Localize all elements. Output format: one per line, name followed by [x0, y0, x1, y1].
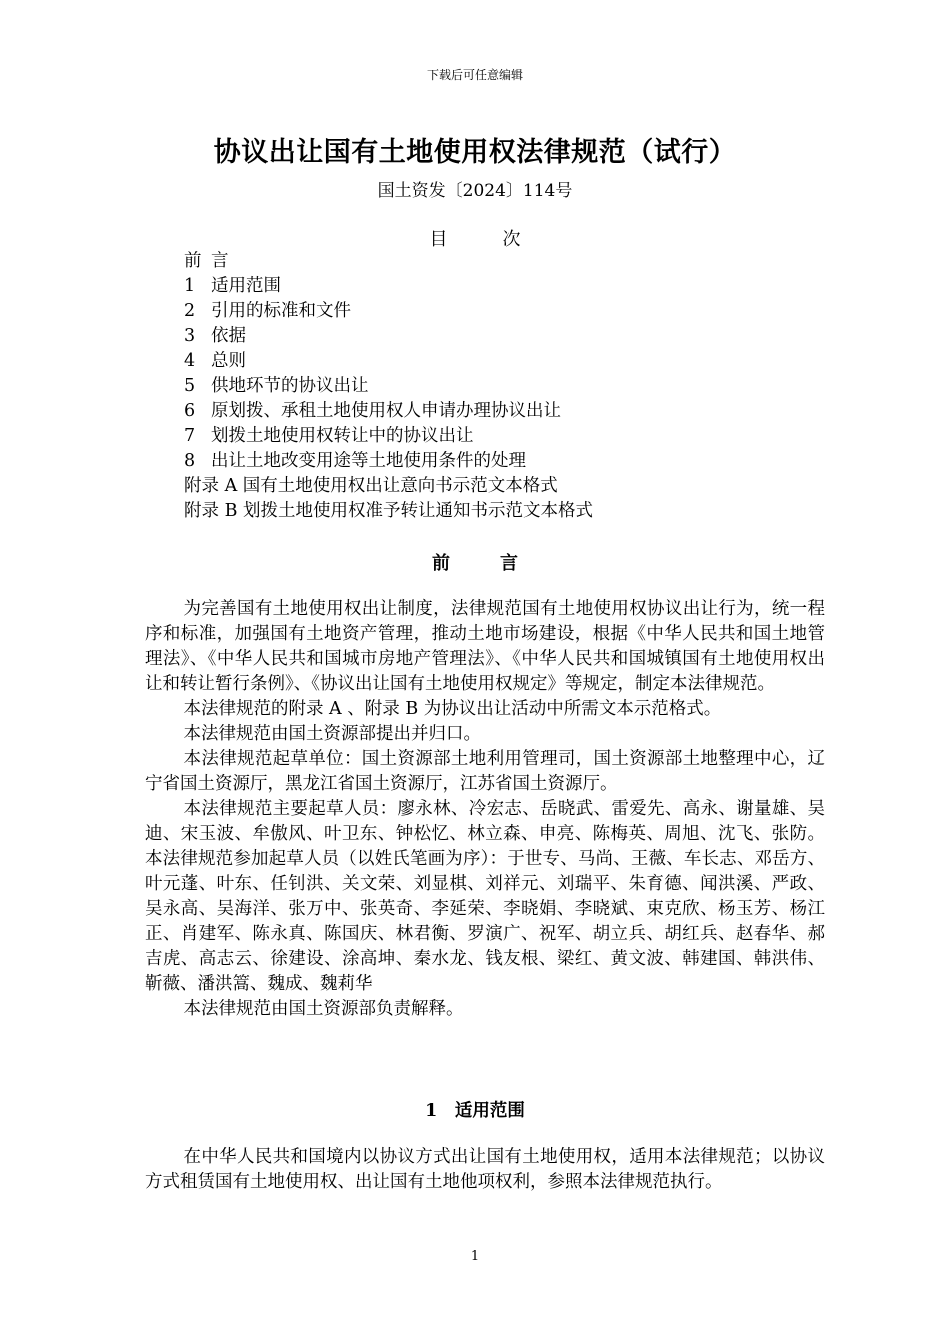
toc-item-label: 适用范围 [211, 276, 281, 296]
section-1-body [145, 1145, 825, 1195]
toc-item-label: 附录 A 国有土地使用权出让意向书示范文本格式 [184, 476, 558, 496]
page-header-note: 下载后可任意编辑 [426, 68, 523, 82]
toc-heading-right: 次 [502, 229, 521, 250]
toc-item-num: 4 [184, 351, 196, 371]
toc-item-1[interactable] [184, 274, 824, 299]
section-1-paragraph: 在中华人民共和国境内以协议方式出让国有土地使用权，适用本法律规范；以协议方式租赁国有土地使用权、出让国有土地他项权利，参照本法律规范执行。 [145, 1147, 825, 1192]
toc-heading-left: 目 [429, 229, 448, 250]
preface-heading-left: 前 [432, 553, 450, 574]
toc-item-label: 引用的标准和文件 [211, 301, 351, 321]
toc-item-appendix-a[interactable] [184, 474, 824, 499]
toc-item-2[interactable] [184, 299, 824, 324]
toc-item-6[interactable] [184, 399, 824, 424]
toc-item-8[interactable] [184, 449, 824, 474]
toc-item-5[interactable] [184, 374, 824, 399]
section-1-heading: 1 适用范围 [425, 1101, 525, 1121]
toc-item-4[interactable] [184, 349, 824, 374]
toc-item-7[interactable] [184, 424, 824, 449]
toc-item-num: 3 [184, 326, 196, 346]
document-number: 国土资发〔2024〕114号 [377, 181, 573, 201]
toc-item-num: 6 [184, 401, 196, 421]
preface-body [145, 597, 825, 1022]
toc-item-num: 前 [184, 251, 202, 271]
preface-heading [0, 549, 950, 575]
toc-item-label: 供地环节的协议出让 [211, 376, 369, 396]
page-number: 1 [470, 1249, 480, 1264]
preface-paragraph: 本法律规范由国土资源部提出并归口。 [183, 724, 481, 744]
preface-heading-right: 言 [500, 553, 518, 574]
toc-item-num: 2 [184, 301, 196, 321]
preface-paragraph: 本法律规范由国土资源部负责解释。 [183, 999, 464, 1019]
toc-item-label: 言 [211, 251, 229, 271]
toc-item-num: 7 [184, 426, 196, 446]
preface-paragraph: 本法律规范的附录 A 、附录 B 为协议出让活动中所需文本示范格式。 [183, 699, 722, 719]
toc-item-label: 总则 [211, 351, 246, 371]
toc-item-num: 1 [184, 276, 196, 296]
toc-item-label: 依据 [211, 326, 246, 346]
toc-item-label: 附录 B 划拨土地使用权准予转让通知书示范文本格式 [184, 501, 593, 521]
toc-item-num: 8 [184, 451, 196, 471]
toc-item-preface[interactable] [184, 249, 824, 274]
toc-item-label: 出让土地改变用途等土地使用条件的处理 [211, 451, 526, 471]
preface-paragraph: 本法律规范主要起草人员：廖永林、冷宏志、岳晓武、雷爱先、高永、谢量雄、吴迪、宋玉波、牟傲风、叶卫东、钟松忆、林立森、申亮、陈梅英、周旭、沈飞、张防。本法律规范参加起草人员（以姓氏笔画为序）：于世专、马尚、王薇、车长志、邓岳方、叶元蓬、叶东、任钊洪、关文荣、刘显棋、刘祥元、刘瑞平、朱育德、闻洪溪、严政、吴永高、吴海洋、张万中、张英奇、李延荣、李晓娟、李晓斌、束克欣、杨玉芳、杨江正、肖建军、陈永真、陈国庆、林君衡、罗演广、祝军、胡立兵、胡红兵、赵春华、郝吉虎、高志云、徐建设、涂高坤、秦水龙、钱友根、梁红、黄文波、韩建国、韩洪伟、靳薇、潘洪篙、魏成、魏莉华 [145, 799, 825, 994]
toc-heading [0, 225, 950, 251]
toc-item-label: 原划拨、承租土地使用权人申请办理协议出让 [211, 401, 561, 421]
preface-paragraph: 为完善国有土地使用权出让制度，法律规范国有土地使用权协议出让行为，统一程序和标准，加强国有土地资产管理，推动土地市场建设，根据《中华人民共和国土地管理法》、《中华人民共和国城市房地产管理法》、《中华人民共和国城镇国有土地使用权出让和转让暂行条例》、《协议出让国有土地使用权规定》等规定，制定本法律规范。 [145, 599, 825, 694]
toc-item-3[interactable] [184, 324, 824, 349]
toc-item-num: 5 [184, 376, 196, 396]
document-title: 协议出让国有土地使用权法律规范（试行） [213, 137, 737, 168]
toc-item-label: 划拨土地使用权转让中的协议出让 [211, 426, 474, 446]
preface-paragraph: 本法律规范起草单位：国土资源部土地利用管理司，国土资源部土地整理中心，辽宁省国土资源厅，黑龙江省国土资源厅，江苏省国土资源厅。 [145, 749, 825, 794]
toc-item-appendix-b[interactable] [184, 499, 824, 524]
table-of-contents [184, 249, 824, 524]
